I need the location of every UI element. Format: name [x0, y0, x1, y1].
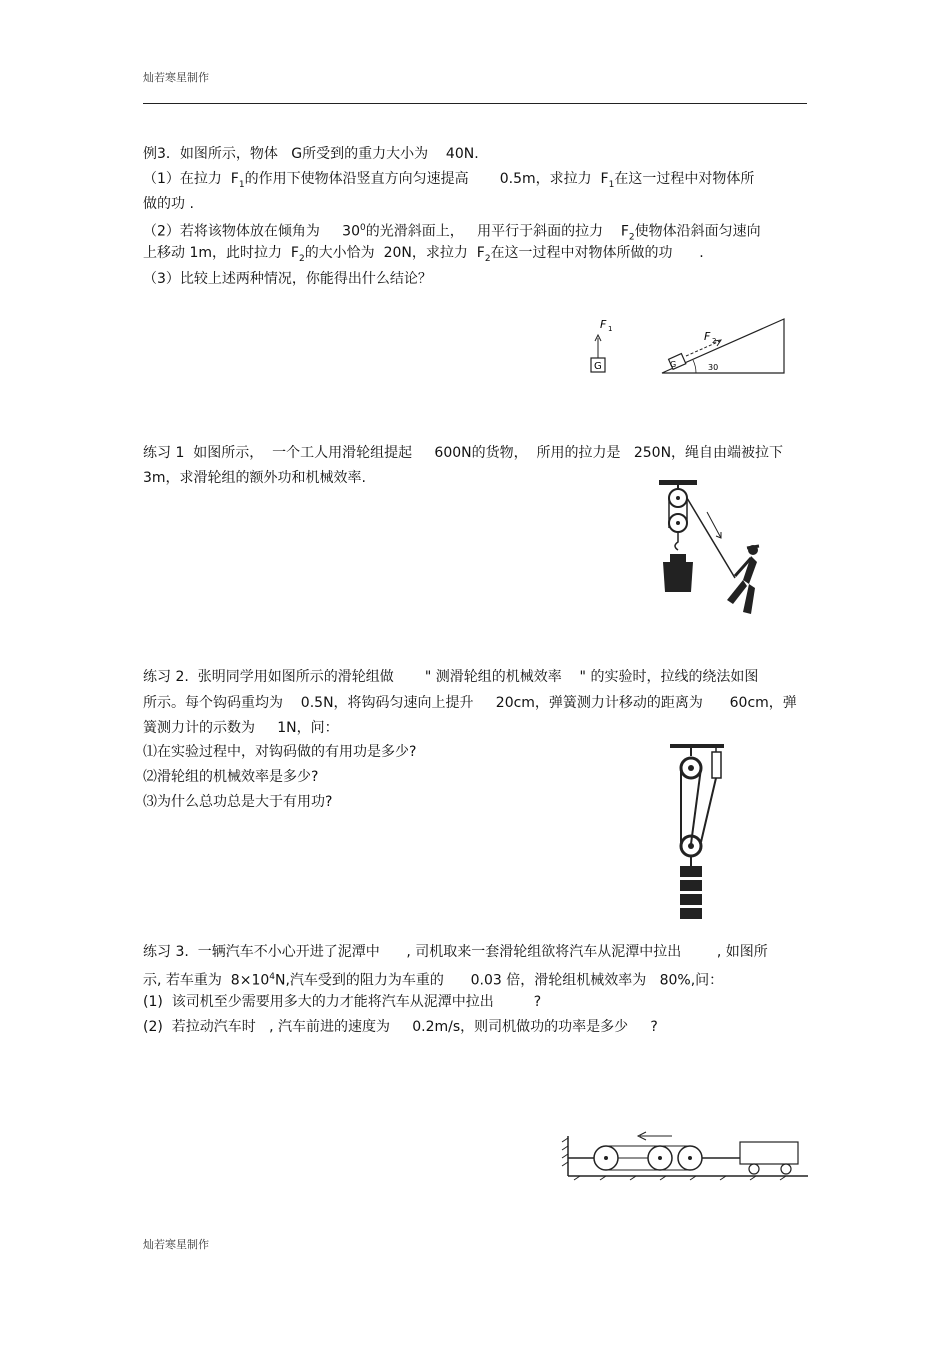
- ex3-line-1: 例3．如图所示，物体 G所受到的重力大小为 40N.: [143, 146, 479, 162]
- worker-pulley-figure: [655, 480, 775, 620]
- p3-line-2: 示, 若车重为 $8\times 10^4N$,汽车受到的阻力为车重的 0.03 倍，滑轮组机械效率为 80%,问：: [143, 972, 724, 989]
- ex3-line-4: （2）若将该物体放在倾角为 $30^0$的光滑斜面上， 用平行于斜面的拉力 $F_2$使物体沿斜面匀速向: [143, 223, 761, 243]
- p2-line-1: 练习 2. 张明同学用如图所示的滑轮组做 " 测滑轮组的机械效率 " 的实验时，拉线的绕法如图: [143, 669, 759, 685]
- f2-label: F: [704, 330, 711, 343]
- car-wheel-1: [749, 1164, 759, 1174]
- car-body: [740, 1142, 798, 1164]
- pull-rope: [687, 498, 735, 578]
- pulley-experiment-figure: [668, 742, 738, 930]
- p3-question-1: (1) 该司机至少需要用多大的力才能将汽车从泥潭中拉出 ?: [143, 994, 542, 1010]
- ceiling-beam: [659, 480, 697, 485]
- hook-weight-4: [680, 908, 702, 919]
- car-pulley-figure: [560, 1132, 810, 1182]
- f1-sub: 1: [608, 325, 613, 333]
- ex3-line-3: 做的功 .: [143, 196, 194, 212]
- hook-weight-3: [680, 894, 702, 905]
- page-footer: 灿若寒星制作: [143, 1238, 209, 1251]
- hook-weight-2: [680, 880, 702, 891]
- angle-arc: [693, 360, 696, 373]
- page-header: 灿若寒星制作: [143, 71, 209, 84]
- ex3-line-6: （3）比较上述两种情况，你能得出什么结论？: [143, 271, 432, 287]
- f1-label: F: [600, 318, 607, 331]
- p2-question-1: ⑴在实验过程中，对钩码做的有用功是多少?: [143, 744, 417, 760]
- incline-block-label: G: [670, 360, 677, 369]
- hook-weight-1: [680, 866, 702, 877]
- hook: [675, 532, 678, 550]
- p1-line-1: 练习 1 如图所示， 一个工人用滑轮组提起 600N的货物， 所用的拉力是 250N，绳自由端被拉下: [143, 445, 784, 461]
- car-wheel-2: [781, 1164, 791, 1174]
- p3-question-2: (2) 若拉动汽车时 , 汽车前进的速度为 0.2m/s，则司机做功的功率是多少 ?: [143, 1019, 658, 1035]
- weight-g-label: G: [594, 361, 602, 372]
- p2-line-2: 所示。每个钩码重均为 0.5N，将钩码匀速向上提升 20cm，弹簧测力计移动的距离为 60cm，弹: [143, 695, 797, 711]
- support-bar: [670, 744, 724, 748]
- p2-question-2: ⑵滑轮组的机械效率是多少?: [143, 769, 319, 785]
- p2-line-3: 簧测力计的示数为 1N，问：: [143, 720, 339, 736]
- spring-scale: [712, 752, 721, 778]
- cargo-weight: [663, 562, 693, 592]
- angle-label: 30: [708, 363, 719, 372]
- incline-figure: [580, 310, 800, 385]
- p3-line-1: 练习 3. 一辆汽车不小心开进了泥潭中 , 司机取来一套滑轮组欲将汽车从泥潭中拉出 , 如图所: [143, 944, 768, 960]
- ex3-line-5: 上移动 1m，此时拉力 $F_2$的大小恰为 20N，求拉力 $F_2$在这一过程中对物体所做的功 .: [143, 245, 704, 264]
- header-rule: [143, 103, 807, 104]
- p2-question-3: ⑶为什么总功总是大于有用功?: [143, 794, 333, 810]
- p1-line-2: 3m，求滑轮组的额外功和机械效率.: [143, 470, 366, 486]
- ex3-line-2: （1）在拉力 $F_1$的作用下使物体沿竖直方向匀速提高 0.5m，求拉力 $F_1$在这一过程中对物体所: [143, 171, 755, 190]
- f2-sub: 2: [712, 337, 717, 345]
